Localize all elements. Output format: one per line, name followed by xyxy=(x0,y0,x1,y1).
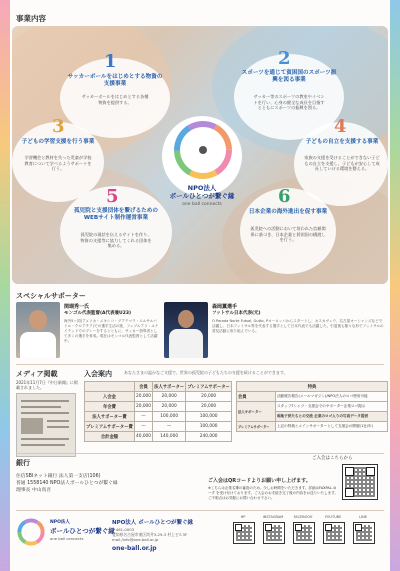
fee-row xyxy=(85,392,232,402)
footer-org-en: one ball connects xyxy=(50,536,84,541)
fee-cell: 20,000 xyxy=(153,392,186,402)
fee-header-1: 会員 xyxy=(134,382,152,392)
business-title-2: スポーツを通じて貧困国のスポーツ振興を図る事業 xyxy=(241,70,337,83)
business-number-3: 3 xyxy=(52,116,65,137)
fee-cell: 100,000 xyxy=(186,412,232,422)
business-title-3: 子どもの学習支援を行う事業 xyxy=(21,139,95,145)
line-qr-code[interactable] xyxy=(353,522,375,544)
supporters-title: スペシャルサポーター xyxy=(16,292,86,300)
footer-postal: 〒461-0003 xyxy=(112,527,135,532)
footer-logo-icon xyxy=(16,517,46,547)
apply-text: ※こちらは企業名簿の審査のため、少しお時間をいただきます。詳細はFAXPAL.ゆーず を受け付けております。ご入会のお手続き完了後の内容をお送りいたします。ご不明点はお気軽にお問い合わせ下さい。 xyxy=(208,486,338,500)
youtube-qr-code[interactable] xyxy=(323,522,345,544)
business-desc-6: 孤児院への活動において培われた信頼関係に基づき、日本企業と貧困国の橋渡しを行う。 xyxy=(250,226,326,242)
content-area xyxy=(12,0,388,571)
fee-cell: 合計金額 xyxy=(85,432,135,442)
org-name-en: one ball connects xyxy=(182,202,222,207)
benefit-tier: 法人サポーター xyxy=(237,402,276,422)
center-logo-name xyxy=(152,184,252,200)
benefits-table xyxy=(236,381,388,432)
footer-org-name: ボールひとつが繋ぐ縁 xyxy=(50,527,115,535)
benefit-tier: 会員 xyxy=(237,392,276,402)
supporter-2-photo xyxy=(164,302,208,358)
hp-qr-code[interactable] xyxy=(233,522,255,544)
fee-table xyxy=(84,381,232,442)
apply-label: ご入会はこちらから xyxy=(312,456,353,461)
supporter-1-role: モンゴル代表監督(A代表兼U23) xyxy=(64,311,132,316)
fee-cell: 20,000 xyxy=(186,392,232,402)
divider-1 xyxy=(16,364,384,365)
fee-cell: 140,000 xyxy=(153,432,186,442)
bank-info xyxy=(16,473,118,494)
business-desc-3: 学習機会と教材を失った児童が学校教育について学べるようサポートを行う。 xyxy=(24,155,92,171)
benefit-text: 上記の特典とメインサポーターとして支援会の開催(1社/年) xyxy=(275,422,387,432)
fee-row xyxy=(85,412,232,422)
fee-cell: 40,000 xyxy=(134,432,152,442)
fee-header-2: 法人サポーター xyxy=(153,382,186,392)
fee-cell: 入会金 xyxy=(85,392,135,402)
sns-label-youtube: YOUTUBE xyxy=(324,515,342,519)
media-title: メディア掲載 xyxy=(16,370,58,378)
supporter-2-name: 森岡薫選手 xyxy=(212,304,238,310)
org-type: NPO法人 xyxy=(187,184,217,192)
sns-label-facebook: FACEBOOK xyxy=(293,515,313,519)
supporter-2-bio: O Parada Norte Futsal, Gutto, Pヨーロッパからスタートし、カスカヴェウ、名古屋オーシャンズなどで活躍し、日本フットサル界を代表する選手として日本代表でも活躍した。引退後も様々な形でフットサルの普及活動に取り組んでいる。 xyxy=(212,319,384,333)
rainbow-border-right xyxy=(390,0,400,571)
footer-url[interactable]: one-ball.or.jp xyxy=(112,545,157,552)
footer-mail[interactable]: mail./info@one-ball.or.jp xyxy=(112,537,159,542)
fee-cell: 240,000 xyxy=(186,432,232,442)
supporter-1-name: 関瑚秀一氏 xyxy=(64,304,90,310)
fee-header-3: プレミアムサポーター xyxy=(186,382,232,392)
fee-cell: 年会費 xyxy=(85,402,135,412)
media-caption: 2021年11月7日『中日新聞』に掲載されました。 xyxy=(16,380,78,390)
benefit-text: スタッフTシャツ・支援会でのサポーター企業ロゴ掲示 xyxy=(275,402,387,412)
sns-label-instagram: INSTAGRAM xyxy=(262,515,284,519)
fee-cell: プレミアムサポーター費 xyxy=(85,422,135,432)
fee-cell: 20,000 xyxy=(153,402,186,412)
divider-3 xyxy=(16,510,384,511)
rainbow-border-left xyxy=(0,0,10,571)
supporter-2-role: フットサル日本代表(元) xyxy=(212,311,261,316)
benefit-text: 活動報告報告(メールマガジン)/NPO法人のロゴ使用可能 xyxy=(275,392,387,402)
instagram-qr-code[interactable] xyxy=(263,522,285,544)
apply-title: ご入会はQRコードよりお願い申し上げます。 xyxy=(208,478,311,484)
fee-cell: — xyxy=(134,412,152,422)
business-number-4: 4 xyxy=(334,116,347,137)
fee-row xyxy=(85,402,232,412)
business-number-2: 2 xyxy=(278,48,291,69)
business-desc-1: サッカーボールをはじめとする各種物資を提供する。 xyxy=(81,94,149,105)
business-section-title: 事業内容 xyxy=(16,14,46,23)
newspaper-clipping xyxy=(16,393,76,457)
join-title: 入会案内 xyxy=(84,370,112,378)
business-title-5: 孤児院と支援団体を繋げるためのWEBサイト制作運営事業 xyxy=(74,208,158,221)
join-note: あなたさまの温かなご支援で、世界の孤児院の子どもたちの支援を続けることができます。 xyxy=(124,370,288,375)
fee-row xyxy=(85,422,232,432)
fee-cell: 法人サポーター費 xyxy=(85,412,135,422)
business-title-4: 子どもの自立を支援する事業 xyxy=(305,139,379,145)
supporter-1-photo xyxy=(16,302,60,358)
fee-row-total xyxy=(85,432,232,442)
business-number-1: 1 xyxy=(104,51,117,72)
footer-org-full: NPO法人 ボールひとつが繋ぐ縁 xyxy=(112,520,194,526)
benefits-header: 特典 xyxy=(237,382,388,392)
org-name: ボールひとつが繋ぐ縁 xyxy=(169,192,235,200)
business-desc-4: 家族の支援を受けることができない子どもの自立を支援し、子どもが安心して成長していける環境を整える。 xyxy=(304,155,380,171)
business-title-6: 日本企業の海外進出を促す事業 xyxy=(248,209,328,215)
business-number-5: 5 xyxy=(106,186,119,207)
fee-cell: — xyxy=(134,422,152,432)
footer-address: 愛知県名古屋市東区筒井3-29-3 村上ビル3F xyxy=(112,532,188,537)
sns-label-line: LINE xyxy=(359,515,367,519)
bank-line-3: 理事長 中山真吾 xyxy=(16,488,52,493)
bank-line-1: 住信SBIネット銀行 法人第一支店(106) xyxy=(16,474,101,479)
facebook-qr-code[interactable] xyxy=(293,522,315,544)
fee-cell: 100,000 xyxy=(153,412,186,422)
supporter-1-bio: 海外5ヶ国(アメリカ・メキシコ・グアテマラ・エルサルバドル・クロアチア)での選手生活の後、フェブルアリ・ユナイテッドでのプレーをするとともに、サッカー指導者として多くの選手を育成。現在はモンゴル代表監督として活躍中。 xyxy=(64,319,159,343)
fee-header-0 xyxy=(85,382,135,392)
benefit-row xyxy=(237,402,388,412)
bank-line-2: 普通 1558140 NPO法人ボールひとつが繋ぐ縁 xyxy=(16,481,118,486)
ball-logo-icon xyxy=(172,119,234,181)
benefit-tier: プレミアムサポーター xyxy=(237,422,276,432)
fee-cell: — xyxy=(153,422,186,432)
divider-2 xyxy=(16,453,384,454)
fee-cell: 20,000 xyxy=(186,402,232,412)
business-collage xyxy=(12,26,388,284)
business-title-1: サッカーボールをはじめとする物資の支援事業 xyxy=(67,74,163,87)
bank-title: 銀行 xyxy=(16,459,30,467)
business-desc-2: サッカー等のスポーツの教室やイベントを行い、心身の健全な成長を目指すとともにスポーツの振興を図る。 xyxy=(253,94,325,110)
fee-cell: 20,000 xyxy=(134,392,152,402)
footer-org-type: NPO法人 xyxy=(50,520,70,525)
apply-qr-code[interactable] xyxy=(342,464,378,500)
benefit-text: 現地子供たちとの交流 企業のロゴ入りの写真データ提供 xyxy=(275,412,387,422)
fee-cell: 100,000 xyxy=(186,422,232,432)
sns-label-hp: HP xyxy=(240,515,246,519)
benefit-row xyxy=(237,422,388,432)
business-desc-5: 孤児院の現状を伝えるサイトを作り、物資の支援等に協力してくれる団体を集める。 xyxy=(80,232,152,248)
fee-cell: 20,000 xyxy=(134,402,152,412)
benefit-row xyxy=(237,392,388,402)
business-number-6: 6 xyxy=(278,186,291,207)
